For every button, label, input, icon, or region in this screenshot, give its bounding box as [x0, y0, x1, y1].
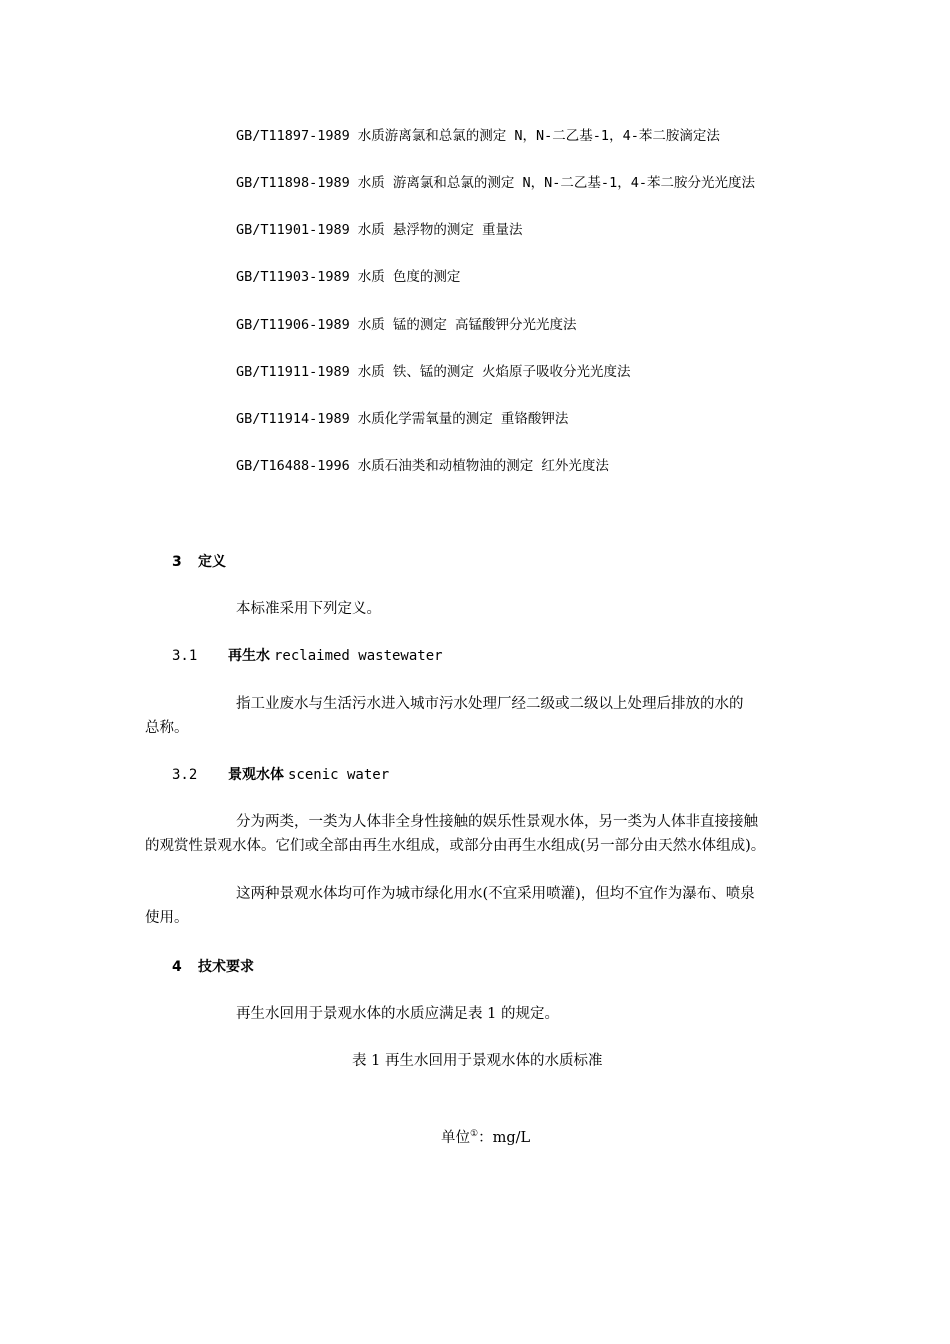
section-3-2-para1-line1: 分为两类，一类为人体非全身性接触的娱乐性景观水体，另一类为人体非直接接触 [236, 814, 758, 830]
reference-item: GB/T16488-1996 水质石油类和动植物油的测定 红外光度法 [236, 458, 609, 474]
section-3-2-heading: 3.2 景观水体 scenic water [172, 767, 390, 783]
section-4-intro: 再生水回用于景观水体的水质应满足表 1 的规定。 [236, 1006, 559, 1022]
section-3-heading: 3 定义 [172, 554, 226, 570]
section-3-1-definition-line2: 总称。 [145, 720, 189, 736]
reference-item: GB/T11906-1989 水质 锰的测定 高锰酸钾分光光度法 [236, 317, 577, 333]
reference-item: GB/T11914-1989 水质化学需氧量的测定 重铬酸钾法 [236, 411, 569, 427]
section-3-2-para1-line2: 的观赏性景观水体。它们或全部由再生水组成，或部分由再生水组成(另一部分由天然水体组成)。 [145, 838, 766, 854]
section-3-1-definition-line1: 指工业废水与生活污水进入城市污水处理厂经二级或二级以上处理后排放的水的 [236, 696, 744, 712]
reference-item: GB/T11901-1989 水质 悬浮物的测定 重量法 [236, 222, 523, 238]
section-3-1-heading: 3.1 再生水 reclaimed wastewater [172, 648, 443, 664]
reference-item: GB/T11897-1989 水质游离氯和总氯的测定 N，N-二乙基-1，4-苯二胺滴定法 [236, 128, 720, 144]
reference-item: GB/T11911-1989 水质 铁、锰的测定 火焰原子吸收分光光度法 [236, 364, 631, 380]
section-3-intro: 本标准采用下列定义。 [236, 601, 381, 617]
section-3-2-para2-line2: 使用。 [145, 910, 189, 926]
reference-item: GB/T11898-1989 水质 游离氯和总氯的测定 N，N-二乙基-1，4-苯二胺分光光度法 [236, 175, 755, 191]
unit-label: 单位①：mg/L [441, 1129, 531, 1146]
section-4-heading: 4 技术要求 [172, 959, 254, 975]
table-caption: 表 1 再生水回用于景观水体的水质标准 [352, 1053, 603, 1069]
section-3-2-para2-line1: 这两种景观水体均可作为城市绿化用水(不宜采用喷灌)，但均不宜作为瀑布、喷泉 [236, 886, 755, 902]
reference-item: GB/T11903-1989 水质 色度的测定 [236, 269, 461, 285]
